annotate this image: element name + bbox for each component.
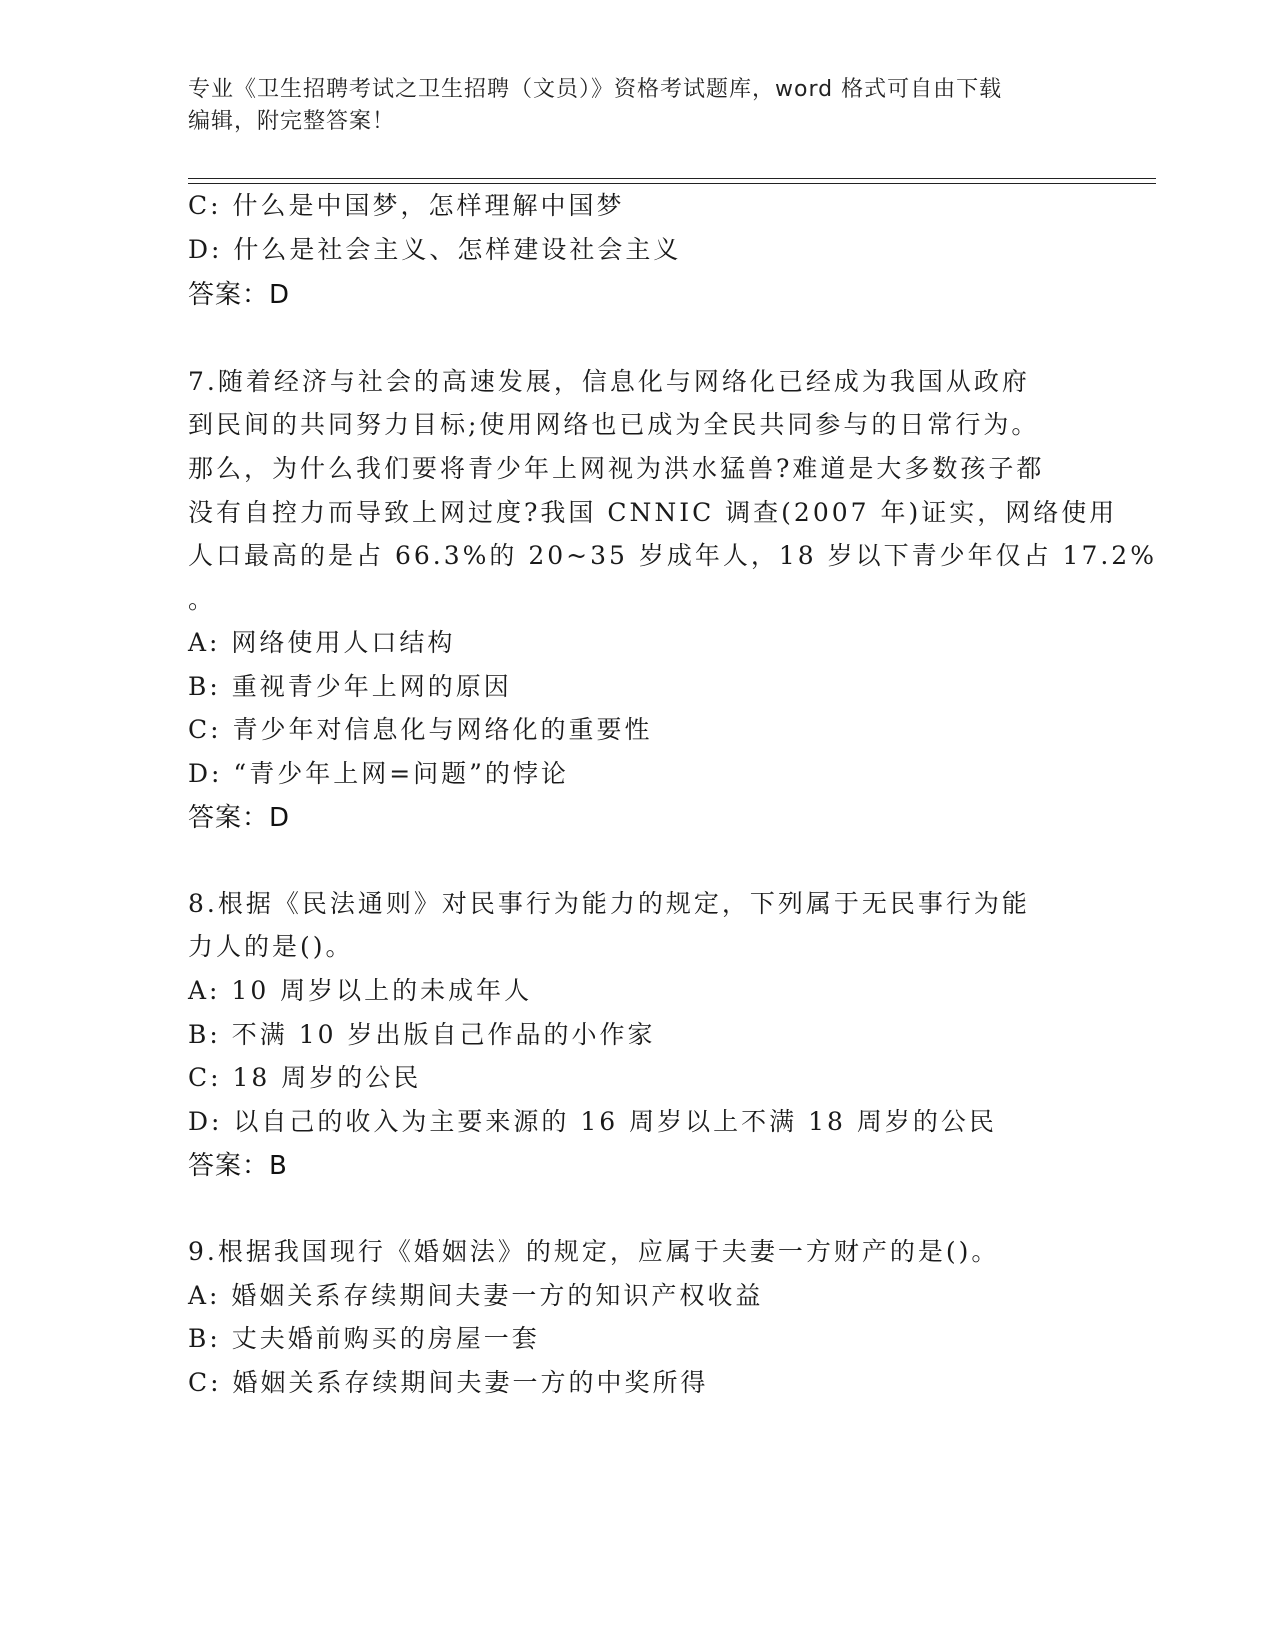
q9-option-c: C: 婚姻关系存续期间夫妻一方的中奖所得 <box>188 1368 709 1397</box>
q9-option-a: A: 婚姻关系存续期间夫妻一方的知识产权收益 <box>188 1281 764 1310</box>
q8-stem-line-1: 8.根据《民法通则》对民事行为能力的规定，下列属于无民事行为能 <box>188 889 1030 918</box>
q6-option-d: D: 什么是社会主义、怎样建设社会主义 <box>188 235 682 264</box>
q6-answer: 答案：D <box>188 280 291 310</box>
header-rule-top <box>188 178 1156 179</box>
q9-option-b: B: 丈夫婚前购买的房屋一套 <box>188 1324 540 1353</box>
q7-answer: 答案：D <box>188 803 291 833</box>
q6-option-c: C: 什么是中国梦，怎样理解中国梦 <box>188 191 625 220</box>
q7-option-c: C: 青少年对信息化与网络化的重要性 <box>188 715 653 744</box>
q7-stem-line-4: 没有自控力而导致上网过度?我国 CNNIC 调查(2007 年)证实，网络使用 <box>188 498 1118 527</box>
header-line-2: 编辑，附完整答案！ <box>188 109 396 134</box>
document-header <box>188 74 1088 138</box>
q7-option-b: B: 重视青少年上网的原因 <box>188 672 512 701</box>
header-line-1: 专业《卫生招聘考试之卫生招聘（文员）》资格考试题库，word 格式可自由下载 <box>188 77 1003 102</box>
q7-stem-line-3: 那么，为什么我们要将青少年上网视为洪水猛兽?难道是大多数孩子都 <box>188 454 1045 483</box>
q8-stem-line-2: 力人的是()。 <box>188 932 354 961</box>
q8-option-c: C: 18 周岁的公民 <box>188 1063 422 1092</box>
q8-option-a: A: 10 周岁以上的未成年人 <box>188 976 533 1005</box>
q7-option-a: A: 网络使用人口结构 <box>188 628 456 657</box>
header-rule-bottom <box>188 183 1156 184</box>
q7-stem-line-5: 人口最高的是占 66.3%的 20~35 岁成年人，18 岁以下青少年仅占 17.2% <box>188 541 1157 570</box>
q8-answer: 答案：B <box>188 1151 288 1181</box>
q7-stem-line-2: 到民间的共同努力目标;使用网络也已成为全民共同参与的日常行为。 <box>188 410 1040 439</box>
q7-option-d: D: “青少年上网=问题”的悖论 <box>188 759 569 788</box>
q7-stem-line-1: 7.随着经济与社会的高速发展，信息化与网络化已经成为我国从政府 <box>188 367 1030 396</box>
q8-option-d: D: 以自己的收入为主要来源的 16 周岁以上不满 18 周岁的公民 <box>188 1107 997 1136</box>
q9-stem-line-1: 9.根据我国现行《婚姻法》的规定，应属于夫妻一方财产的是()。 <box>188 1237 1000 1266</box>
q7-stem-line-6: 。 <box>188 585 217 614</box>
q8-option-b: B: 不满 10 岁出版自己作品的小作家 <box>188 1020 656 1049</box>
